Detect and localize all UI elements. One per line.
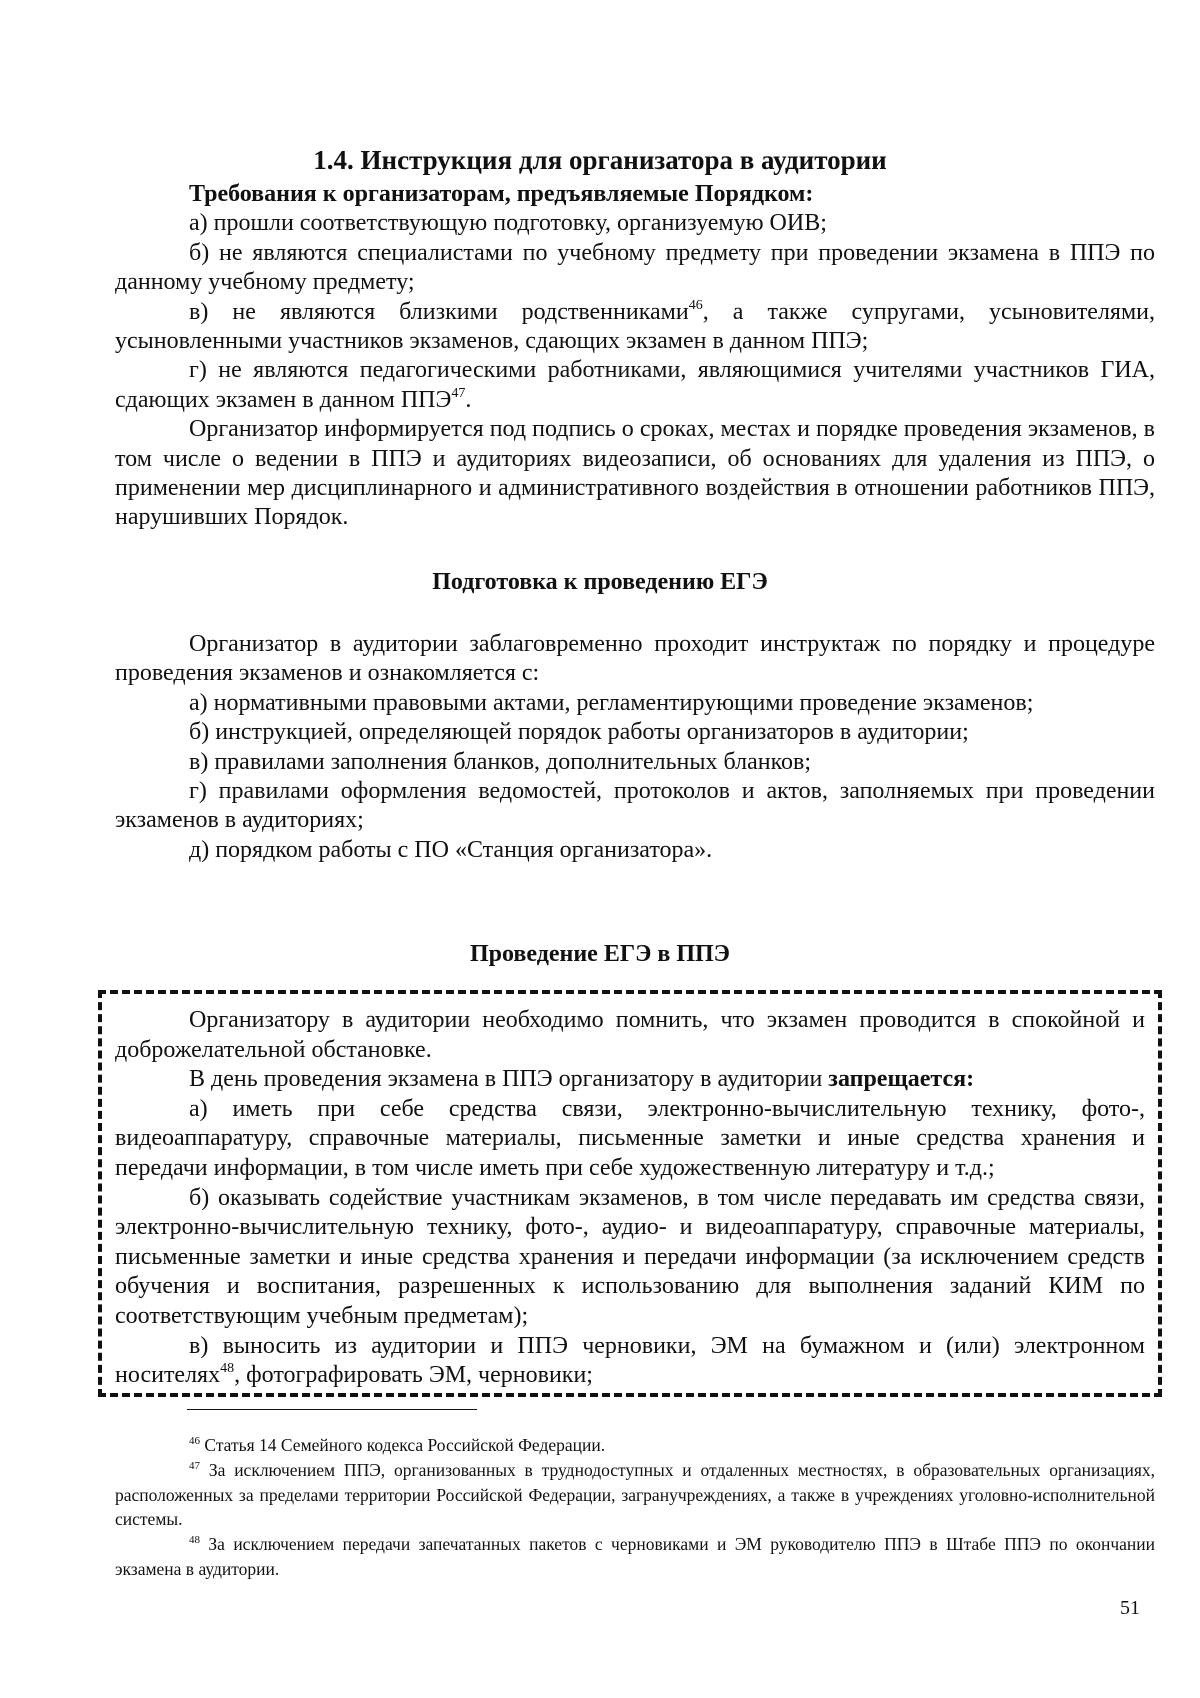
footnotes <box>115 1433 1155 1582</box>
requirement-g <box>115 356 1155 415</box>
preparation-item-a: а) нормативными правовыми актами, регламентирующими проведение экзаменов; <box>189 689 1034 716</box>
preparation-item-d: д) порядком работы с ПО «Станция организатора». <box>189 836 713 863</box>
forbidden-item-v-text-end: , фотографировать ЭМ, черновики; <box>234 1362 593 1389</box>
preparation-item-v: в) правилами заполнения бланков, дополнительных бланков; <box>189 748 812 775</box>
footnote-separator <box>187 1409 477 1410</box>
footnote-ref-46[interactable]: 46 <box>688 297 703 313</box>
footnote-47-text: За исключением ППЭ, организованных в труднодоступных и отдаленных местностях, в образовательных организациях, расположенных за пределами территории Российской Федерации, загранучреждениях, а также в учреждениях уголовно-исполнительной системы. <box>115 1459 1155 1530</box>
requirement-v-text: в) не являются близкими родственниками <box>189 298 689 325</box>
conduct-section <box>115 1006 1145 1391</box>
forbidden-item-v <box>115 1332 1145 1391</box>
requirement-b: б) не являются специалистами по учебному предмету при проведении экзамена в ППЭ по данному учебному предмету; <box>115 239 1155 296</box>
forbidden-intro-text: В день проведения экзамена в ППЭ организатору в аудитории <box>189 1066 829 1093</box>
page-number: 51 <box>1120 1597 1140 1619</box>
requirement-v <box>115 298 1155 357</box>
footnote-46-number: 46 <box>189 1435 200 1447</box>
forbidden-item-b: б) оказывать содействие участникам экзаменов, в том числе передавать им средства связи, электронно-вычислительную технику, фото-, аудио- и видеоаппаратуру, справочные материалы, письменные заметки и иные средства хранения и передачи информации (за исключением средств обучения и воспитания, разрешенных к использованию для выполнения заданий КИМ по соответствующим учебным предметам); <box>115 1184 1145 1329</box>
calm-atmosphere-paragraph: Организатору в аудитории необходимо помнить, что экзамен проводится в спокойной и доброжелательной обстановке. <box>115 1007 1145 1063</box>
footnote-46 <box>115 1433 1155 1458</box>
preparation-intro: Организатор в аудитории заблаговременно проходит инструктаж по порядку и процедуре проведения экзаменов и ознакомляется с: <box>115 631 1155 687</box>
requirements-heading <box>115 180 1155 209</box>
preparation-item-b: б) инструкцией, определяющей порядок работы организаторов в аудитории; <box>189 719 969 746</box>
organizer-info-paragraph: Организатор информируется под подпись о сроках, местах и порядке проведения экзаменов, в том числе о ведении в ППЭ и аудиториях видеозаписи, об основаниях для удаления из ППЭ, о применении мер дисциплинарного и административного воздействия в отношении работников ППЭ, нарушивших Порядок. <box>115 416 1155 531</box>
section-title: 1.4. Инструкция для организатора в аудитории <box>313 145 887 175</box>
footnote-47-number: 47 <box>189 1459 200 1472</box>
requirement-g-text-end: . <box>465 386 472 413</box>
footnote-48-number: 48 <box>189 1534 200 1547</box>
forbidden-item-a: а) иметь при себе средства связи, электронно-вычислительную технику, фото-, видеоаппаратуру, справочные материалы, письменные заметки и иные средства хранения и передачи информации, в том числе иметь при себе художественную литературу и т.д.; <box>115 1095 1145 1181</box>
requirements-heading-text: Требования к организаторам, предъявляемые Порядком: <box>189 181 814 207</box>
forbidden-intro <box>115 1065 1145 1095</box>
requirement-g-text: г) не являются педагогическими работниками, являющимися учителями участников ГИА, сдающих экзамен в данном ППЭ <box>115 357 1155 413</box>
footnote-48-text: За исключением передачи запечатанных пакетов с черновиками и ЭМ руководителю ППЭ в Штабе ППЭ по окончании экзамена в аудитории. <box>115 1534 1155 1579</box>
footnote-48 <box>115 1532 1155 1582</box>
forbidden-keyword: запрещается: <box>828 1066 975 1093</box>
requirement-a: а) прошли соответствующую подготовку, организуемую ОИВ; <box>189 210 827 237</box>
footnote-ref-47[interactable]: 47 <box>451 385 466 401</box>
requirements-section <box>115 180 1155 533</box>
forbidden-item-v-text: в) выносить из аудитории и ППЭ черновики, ЭМ на бумажном и (или) электронном носителях <box>115 1332 1145 1389</box>
footnote-47 <box>115 1458 1155 1532</box>
preparation-heading: Подготовка к проведению ЕГЭ <box>432 569 768 595</box>
conduct-heading: Проведение ЕГЭ в ППЭ <box>470 941 730 967</box>
requirement-v-text-end: , а также супругами, усыновителями, усыновленными участников экзаменов, сдающих экзамен в данном ППЭ; <box>115 298 1155 355</box>
preparation-section <box>115 630 1155 865</box>
footnote-ref-48[interactable]: 48 <box>220 1361 235 1377</box>
preparation-item-g: г) правилами оформления ведомостей, протоколов и актов, заполняемых при проведении экзаменов в аудиториях; <box>115 778 1155 834</box>
footnote-46-text: Статья 14 Семейного кодекса Российской Федерации. <box>200 1435 606 1455</box>
